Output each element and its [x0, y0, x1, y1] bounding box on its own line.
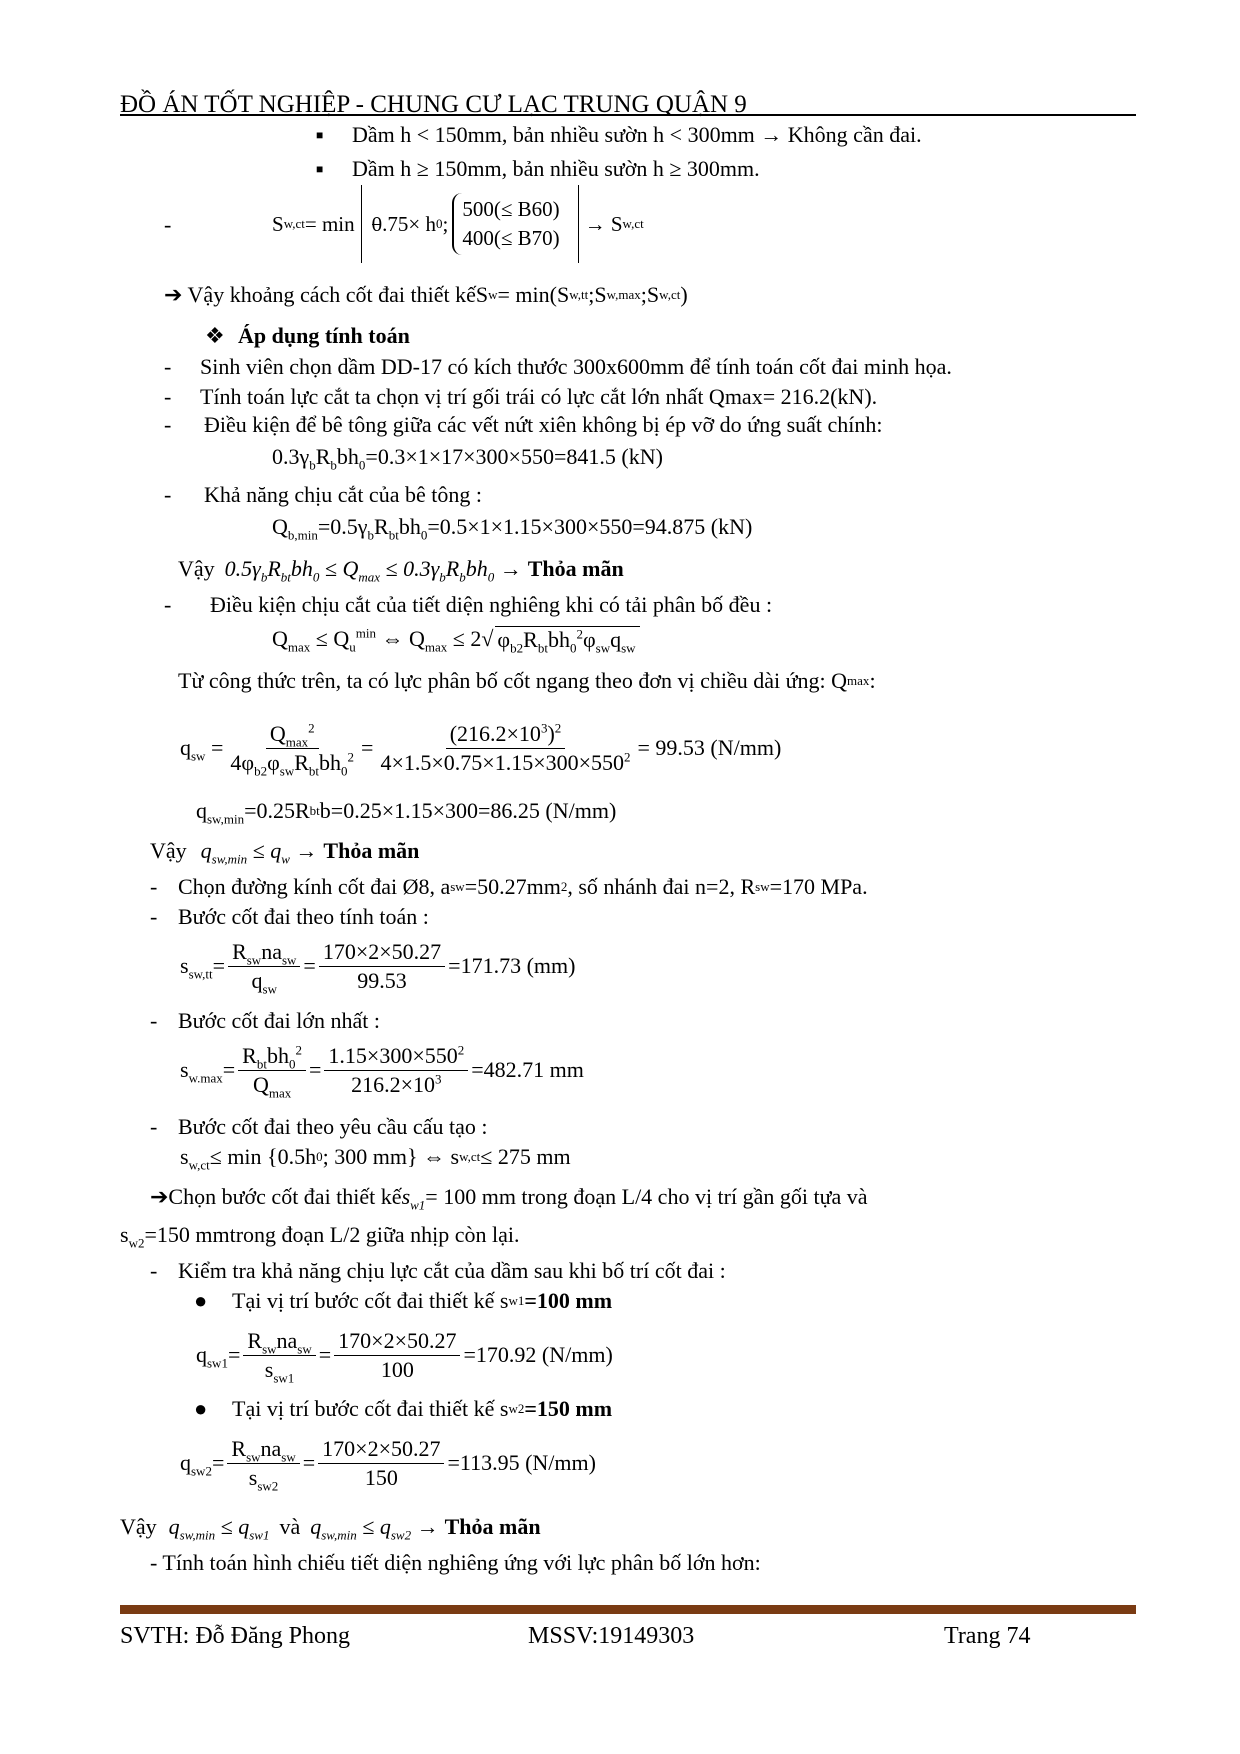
line-12-b: =150 mm [144, 1222, 230, 1247]
bullet-dot: ● [194, 1396, 208, 1421]
swct-brace [452, 193, 567, 255]
swct-term: 0.75× h [371, 211, 436, 236]
line-7-a: Chọn đường kính cốt đai Ø8, a [178, 874, 451, 899]
q1-result: =170.92 (N/mm) [463, 1342, 613, 1367]
line-15-text: Tại vị trí bước cốt đai thiết kế s [232, 1396, 509, 1421]
qswmin-b: b=0.25×1.15×300=86.25 (N/mm) [319, 798, 617, 823]
dash: - [164, 384, 172, 409]
line-2: Tính toán lực cắt ta chọn vị trí gối trái có lực cắt lớn nhất Qmax= 216.2(kN). [200, 384, 878, 409]
dash: - [164, 354, 172, 379]
bullet-dot: ● [194, 1288, 208, 1313]
footer-mssv: MSSV:19149303 [528, 1623, 695, 1649]
bullet-square: ■ [316, 128, 324, 142]
line-16: - Tính toán hình chiếu tiết diện nghiêng ứng với lực phân bố lớn hơn: [150, 1550, 761, 1575]
qsw-formula: $q_{sw}$ = $\frac{Q_{max}^2}{4\varphi_{b2}\varphi_{sw}R_{bt}bh_0^2}$ = $\frac{(216.2\times 10^3)^2}{4\times 1.5\times 0.75\times 1.15\times 300\times 550^2}$ = 99.53 (N/mm) [180, 720, 782, 778]
stt-den: 99.53 [357, 967, 407, 993]
line-5: Điều kiện chịu cắt của tiết diện nghiêng khi có tải phân bố đều : [210, 592, 773, 617]
line-1: Sinh viên chọn dầm DD-17 có kích thước 300x600mm để tính toán cốt đai minh họa. [200, 354, 952, 379]
min-close: ) [680, 282, 688, 307]
line-13: Kiểm tra khả năng chịu lực cắt của dầm sau khi bố trí cốt đai : [178, 1258, 726, 1283]
swct-sep: ; [442, 211, 449, 236]
q2-formula: $q_{sw2}=$ $\frac{R_{sw}na_{sw}}{s_{sw2}}$ = $\frac{170\times 2\times 50.27}{150}$ =113.95 (N/mm) [180, 1435, 596, 1493]
swct-lhs: S [272, 211, 284, 236]
line-4: Khả năng chịu cắt của bê tông : [204, 482, 482, 507]
line-15-value: =150 mm [524, 1396, 613, 1421]
bullet-square: ■ [316, 162, 324, 176]
sct-formula: $s_{w,ct}$ ≤ min {0.5h 0 ; 300 mm} ⇔ s w,ct ≤ 275 mm [180, 1144, 571, 1173]
qsw-num: (216.2×10 [449, 720, 541, 746]
line-7-d: =170 MPa. [769, 874, 868, 899]
line-11-b: = 100 mm trong đoạn L/4 cho vị trí gần gối tựa và [425, 1184, 868, 1209]
bullet-line-2: Dầm h ≥ 150mm, bản nhiều sườn h ≥ 300mm. [352, 156, 760, 181]
semi-2: ;S [640, 282, 660, 307]
qsw-den: 4×1.5×0.75×1.15×300×550 [380, 749, 625, 775]
swct-opt2: 400(≤ B70) [462, 226, 560, 250]
dash: - [150, 1114, 158, 1139]
q2-num: 170×2×50.27 [318, 1438, 444, 1464]
section-bullet-icon: ❖ [205, 323, 225, 348]
line-11: ➔Chọn bước cốt đai thiết kế $s_{w1}$ = 100 mm trong đoạn L/4 cho vị trí gần gối tựa và [150, 1184, 868, 1213]
dash: - [150, 904, 158, 929]
formula-4: $Q_{b,min}=0.5\gamma_bR_{bt}bh_0$ =0.5×1×1.15×300×550=94.875 (kN) [272, 514, 753, 543]
vay-line-3: Vậy $q_{sw,min} \le q_{sw1}$ và $q_{sw,min} \le q_{sw2}$ → Thỏa mãn [120, 1514, 541, 1543]
line-8: Bước cốt đai theo tính toán : [178, 904, 429, 929]
formula-3: $0.3\gamma_bR_bbh_0$ =0.3×1×17×300×550=841.5 (kN) [272, 444, 663, 473]
vay-word: Vậy [178, 556, 215, 581]
conclusion-text: ➔ Vậy khoảng cách cốt đai thiết kế [164, 282, 476, 307]
semi-1: ;S [588, 282, 607, 307]
smax-result: =482.71 mm [471, 1057, 584, 1082]
swct-bracket: 0.75× h 0 ; 500(≤ B60) 400(≤ B70) [361, 185, 579, 263]
va-word: và [279, 1514, 301, 1539]
line-12: $s_{w2}$ =150 mm trong đoạn L/2 giữa nhịp còn lại. [120, 1222, 520, 1251]
q1-den: 100 [380, 1356, 414, 1382]
dash: - [164, 482, 172, 507]
smax-num: 1.15×300×550 [328, 1042, 458, 1068]
footer-rule [120, 1605, 1136, 1614]
dash: - [164, 412, 172, 437]
bullet-line-1: Dầm h < 150mm, bản nhiều sườn h < 300mm → Không cần đai. [352, 122, 922, 147]
line-6-text: Từ công thức trên, ta có lực phân bố cốt ngang theo đơn vị chiều dài ứng: Q [178, 668, 848, 693]
line-3: Điều kiện để bê tông giữa các vết nứt xiên không bị ép vỡ do ứng suất chính: [204, 412, 883, 437]
formula-5: $Q_{max} \le Q_u^{min}$ ⇔ $Q_{max} \le 2√$ $\varphi_{b2}R_{bt}bh_0^2\varphi_{sw}q_{sw}$ [272, 626, 640, 651]
dash: - [150, 1008, 158, 1033]
header-rule [120, 114, 1136, 116]
thoa-man: Thỏa mãn [527, 556, 624, 581]
swct-eq-min: = min [304, 211, 355, 236]
sct-a: ≤ min {0.5h [209, 1144, 317, 1169]
line-9: Bước cốt đai lớn nhất : [178, 1008, 380, 1033]
line-7-b: =50.27mm [464, 874, 561, 899]
smax-den: 216.2×10 [351, 1071, 436, 1097]
formula-4-value: =0.5×1×1.15×300×550=94.875 (kN) [427, 514, 753, 539]
sw: S [475, 282, 489, 307]
section-title: Áp dụng tính toán [238, 323, 410, 348]
line-14-value: =100 mm [524, 1288, 613, 1313]
line-6-end: : [869, 668, 876, 693]
thoa-man-3: Thỏa mãn [444, 1514, 541, 1539]
dash: - [164, 212, 172, 237]
line-7-c: , số nhánh đai n=2, R [567, 874, 756, 899]
vay-line-1: Vậy $0.5\gamma_bR_{bt}bh_0 \le Q_{max} \le 0.3\gamma_bR_bbh_0$ → Thỏa mãn [178, 556, 624, 585]
footer-svth: SVTH: Đỗ Đăng Phong [120, 1623, 351, 1649]
swct-formula: S w,ct = min 0.75× h 0 ; 500(≤ B60) 400(≤ B70) → S w,ct [272, 184, 644, 264]
vay-word-3: Vậy [120, 1514, 157, 1539]
swct-arrow: → S [584, 211, 623, 236]
stt-formula: $s_{sw,tt}=$ $\frac{R_{sw}na_{sw}}{q_{sw}}$ = $\frac{170\times 2\times 50.27}{99.53}$ =171.73 (mm) [180, 938, 576, 996]
dash: - [164, 592, 172, 617]
q2-den: 150 [364, 1464, 398, 1490]
conclusion-line-1: ➔ Vậy khoảng cách cốt đai thiết kế S w = min(S w,tt ;S w,max ;S w,ct ) [164, 282, 688, 307]
vay-word-2: Vậy [150, 838, 187, 863]
dash: - [150, 1258, 158, 1283]
dash: - [150, 874, 158, 899]
line-12-c: trong đoạn L/2 giữa nhịp còn lại. [229, 1222, 520, 1247]
line-6: Từ công thức trên, ta có lực phân bố cốt ngang theo đơn vị chiều dài ứng: Q max : [178, 668, 876, 693]
min-open: = min(S [497, 282, 570, 307]
line-14: Tại vị trí bước cốt đai thiết kế s w1 =100 mm [232, 1288, 613, 1313]
qswmin-a: =0.25R [244, 798, 310, 823]
sct-c: ≤ 275 mm [480, 1144, 571, 1169]
q2-result: =113.95 (N/mm) [447, 1450, 596, 1475]
line-14-text: Tại vị trí bước cốt đai thiết kế s [232, 1288, 509, 1313]
page-header-title: ĐỒ ÁN TỐT NGHIỆP - CHUNG CƯ LẠC TRUNG QUẬN 9 [120, 91, 747, 118]
q1-formula: $q_{sw1}=$ $\frac{R_{sw}na_{sw}}{s_{sw1}}$ = $\frac{170\times 2\times 50.27}{100}$ =170.92 (N/mm) [196, 1327, 613, 1385]
stt-num: 170×2×50.27 [319, 941, 445, 967]
line-7: Chọn đường kính cốt đai Ø8, a sw =50.27mm 2 , số nhánh đai n=2, R sw =170 MPa. [178, 874, 868, 899]
sct-b: ; 300 mm} ⇔ s [322, 1144, 460, 1169]
vay-line-2: Vậy $q_{sw,min} \le q_w$ → Thỏa mãn [150, 838, 420, 867]
thoa-man-2: Thỏa mãn [323, 838, 420, 863]
line-10: Bước cốt đai theo yêu cầu cấu tạo : [178, 1114, 488, 1139]
footer-page-number: Trang 74 [944, 1623, 1031, 1649]
line-15: Tại vị trí bước cốt đai thiết kế s w2 =150 mm [232, 1396, 613, 1421]
q1-num: 170×2×50.27 [334, 1330, 460, 1356]
swct-opt1: 500(≤ B60) [462, 197, 560, 221]
stt-result: =171.73 (mm) [448, 953, 576, 978]
line-11-a: ➔Chọn bước cốt đai thiết kế [150, 1184, 402, 1209]
formula-3-value: =0.3×1×17×300×550=841.5 (kN) [365, 444, 663, 469]
smax-formula: $s_{w.max}=$ $\frac{R_{bt}bh_0^2}{Q_{max}}$ = $\frac{1.15\times 300\times 550^2}{216.2\times 10^3}$ =482.71 mm [180, 1042, 584, 1100]
qsw-result: = 99.53 (N/mm) [637, 735, 782, 760]
qswmin-formula: $q_{sw,min}$ =0.25R bt b=0.25×1.15×300=86.25 (N/mm) [196, 798, 617, 827]
